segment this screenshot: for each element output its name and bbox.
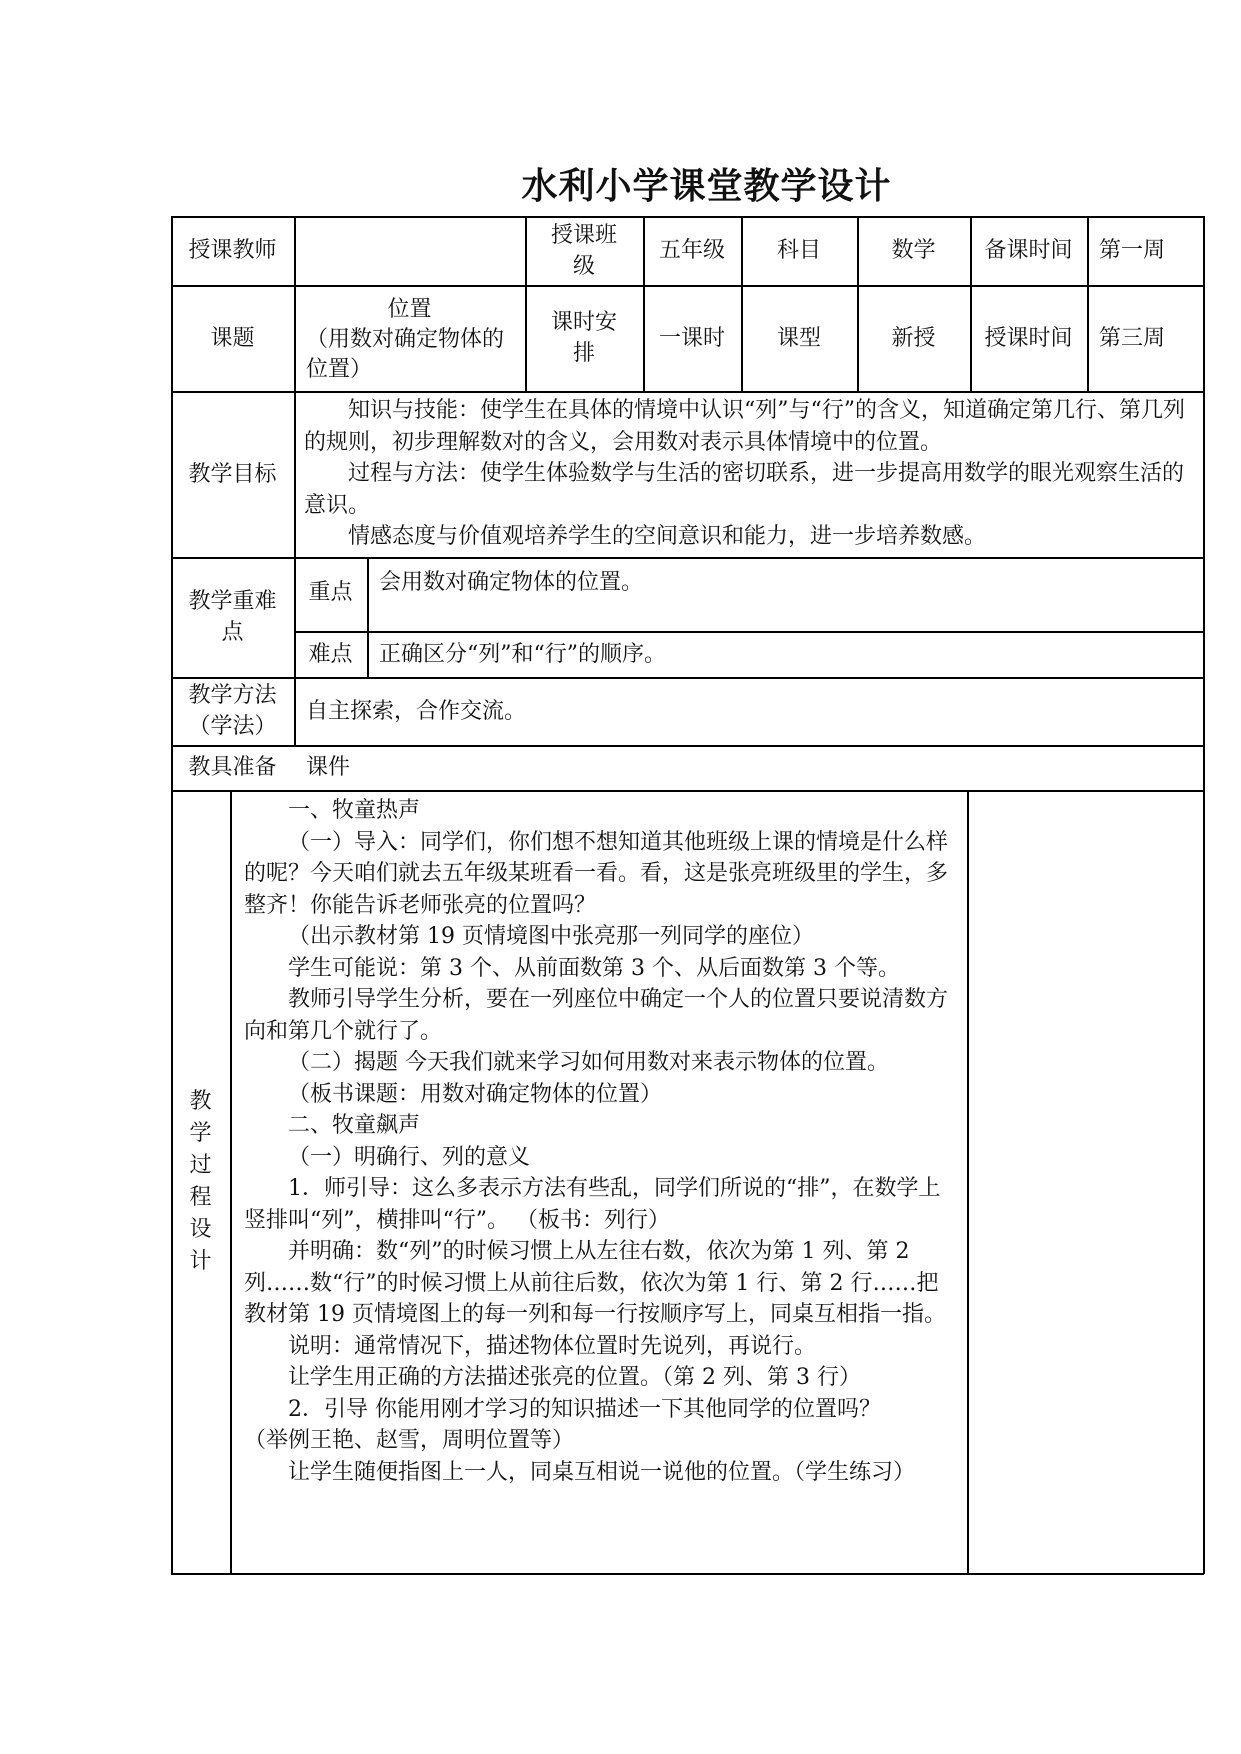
hard-label: 难点 — [308, 641, 353, 667]
process-paragraph: （出示教材第 19 页情境图中张亮那一列同学的座位） — [288, 924, 814, 949]
process-paragraph: 让学生随便指图上一人，同桌互相说一说他的位置。（学生练习） — [288, 1459, 916, 1485]
process-paragraph: 二、牧童飙声 — [288, 1113, 421, 1138]
key-label: 重点 — [308, 580, 353, 605]
tools-label: 教具准备 — [188, 755, 277, 780]
process-paragraph: 让学生用正确的方法描述张亮的位置。（第 2 列、第 3 行） — [288, 1365, 861, 1390]
topic-line-1: 位置 — [387, 297, 432, 322]
process-content — [230, 790, 967, 1573]
topic-line-2: （用数对确定物体的位置） — [306, 327, 505, 382]
type-label: 课型 — [776, 325, 821, 351]
topic-value — [294, 285, 525, 391]
topic-label: 课题 — [210, 325, 255, 351]
type-value: 新授 — [891, 325, 936, 351]
goal-item: 过程与方法：使学生体验数学与生活的密切联系，进一步提高用数学的眼光观察生活的意识。 — [304, 461, 1185, 518]
page-title: 水利小学课堂教学设计 — [521, 166, 892, 207]
goals-content — [294, 391, 1203, 557]
process-paragraph: 一、牧童热声 — [288, 798, 421, 823]
method-value: 自主探索，合作交流。 — [306, 698, 527, 724]
process-paragraph: （二）揭题 今天我们就来学习如何用数对来表示物体的位置。 — [288, 1050, 889, 1075]
prep-time-value: 第一周 — [1099, 238, 1166, 263]
class-value: 五年级 — [658, 238, 725, 263]
process-paragraph: （举例王艳、赵雪，周明位置等） — [244, 1428, 575, 1453]
process-paragraph: 教师引导学生分析，要在一列座位中确定一个人的位置只要说清数方向和第几个就行了。 — [244, 987, 949, 1044]
process-paragraph: 说明：通常情况下，描述物体位置时先说列，再说行。 — [288, 1333, 817, 1359]
subject-label: 科目 — [776, 238, 821, 263]
key-value: 会用数对确定物体的位置。 — [379, 570, 644, 595]
process-notes — [967, 790, 1203, 1573]
process-label: 教学过程设计 — [189, 1088, 212, 1274]
teach-time-value: 第三周 — [1099, 325, 1166, 351]
process-paragraph: （一）导入：同学们，你们想不想知道其他班级上课的情境是什么样的呢？今天咱们就去五年级某班看一看。看，这是张亮班级里的学生，多整齐！你能告诉老师张亮的位置吗？ — [244, 829, 949, 918]
tools-value: 课件 — [306, 755, 351, 780]
teacher-value — [294, 216, 525, 285]
goal-item: 情感态度与价值观培养学生的空间意识和能力，进一步培养数感。 — [348, 524, 987, 549]
process-label-cell — [171, 790, 230, 1573]
process-paragraph: （一）明确行、列的意义 — [288, 1144, 531, 1170]
process-paragraph: 学生可能说：第 3 个、从前面数第 3 个、从后面数第 3 个等。 — [288, 955, 900, 981]
hard-value: 正确区分“列”和“行”的顺序。 — [379, 641, 666, 667]
goal-item: 知识与技能：使学生在具体的情境中认识“列”与“行”的含义，知道确定第几行、第几列的规则，初步理解数对的含义，会用数对表示具体情境中的位置。 — [304, 398, 1185, 455]
prep-time-label: 备课时间 — [984, 238, 1073, 263]
teacher-label: 授课教师 — [188, 238, 277, 263]
process-paragraph: 2．引导 你能用刚才学习的知识描述一下其他同学的位置吗？ — [288, 1396, 881, 1422]
hours-value: 一课时 — [658, 325, 725, 351]
process-paragraph: 并明确：数“列”的时候习惯上从左往右数，依次为第 1 列、第 2 列……数“行”的时候习惯上从前往后数，依次为第 1 行、第 2 行……把教材第 19 页情境图上的每一列和每一行按顺序写上，同桌互相指一指。 — [244, 1239, 946, 1327]
subject-value: 数学 — [891, 238, 936, 263]
class-label: 授课班级 — [550, 222, 617, 279]
goals-label: 教学目标 — [188, 461, 277, 487]
process-paragraph: （板书课题：用数对确定物体的位置） — [288, 1081, 663, 1107]
method-label: 教学方法（学法） — [188, 683, 277, 739]
keypoints-label: 教学重难点 — [188, 589, 277, 645]
hours-label: 课时安排 — [550, 310, 617, 366]
process-paragraph: 1．师引导：这么多表示方法有些乱，同学们所说的“排”，在数学上竖排叫“列”，横排叫“行”。 （板书：列行） — [244, 1176, 941, 1233]
teach-time-label: 授课时间 — [984, 325, 1073, 351]
